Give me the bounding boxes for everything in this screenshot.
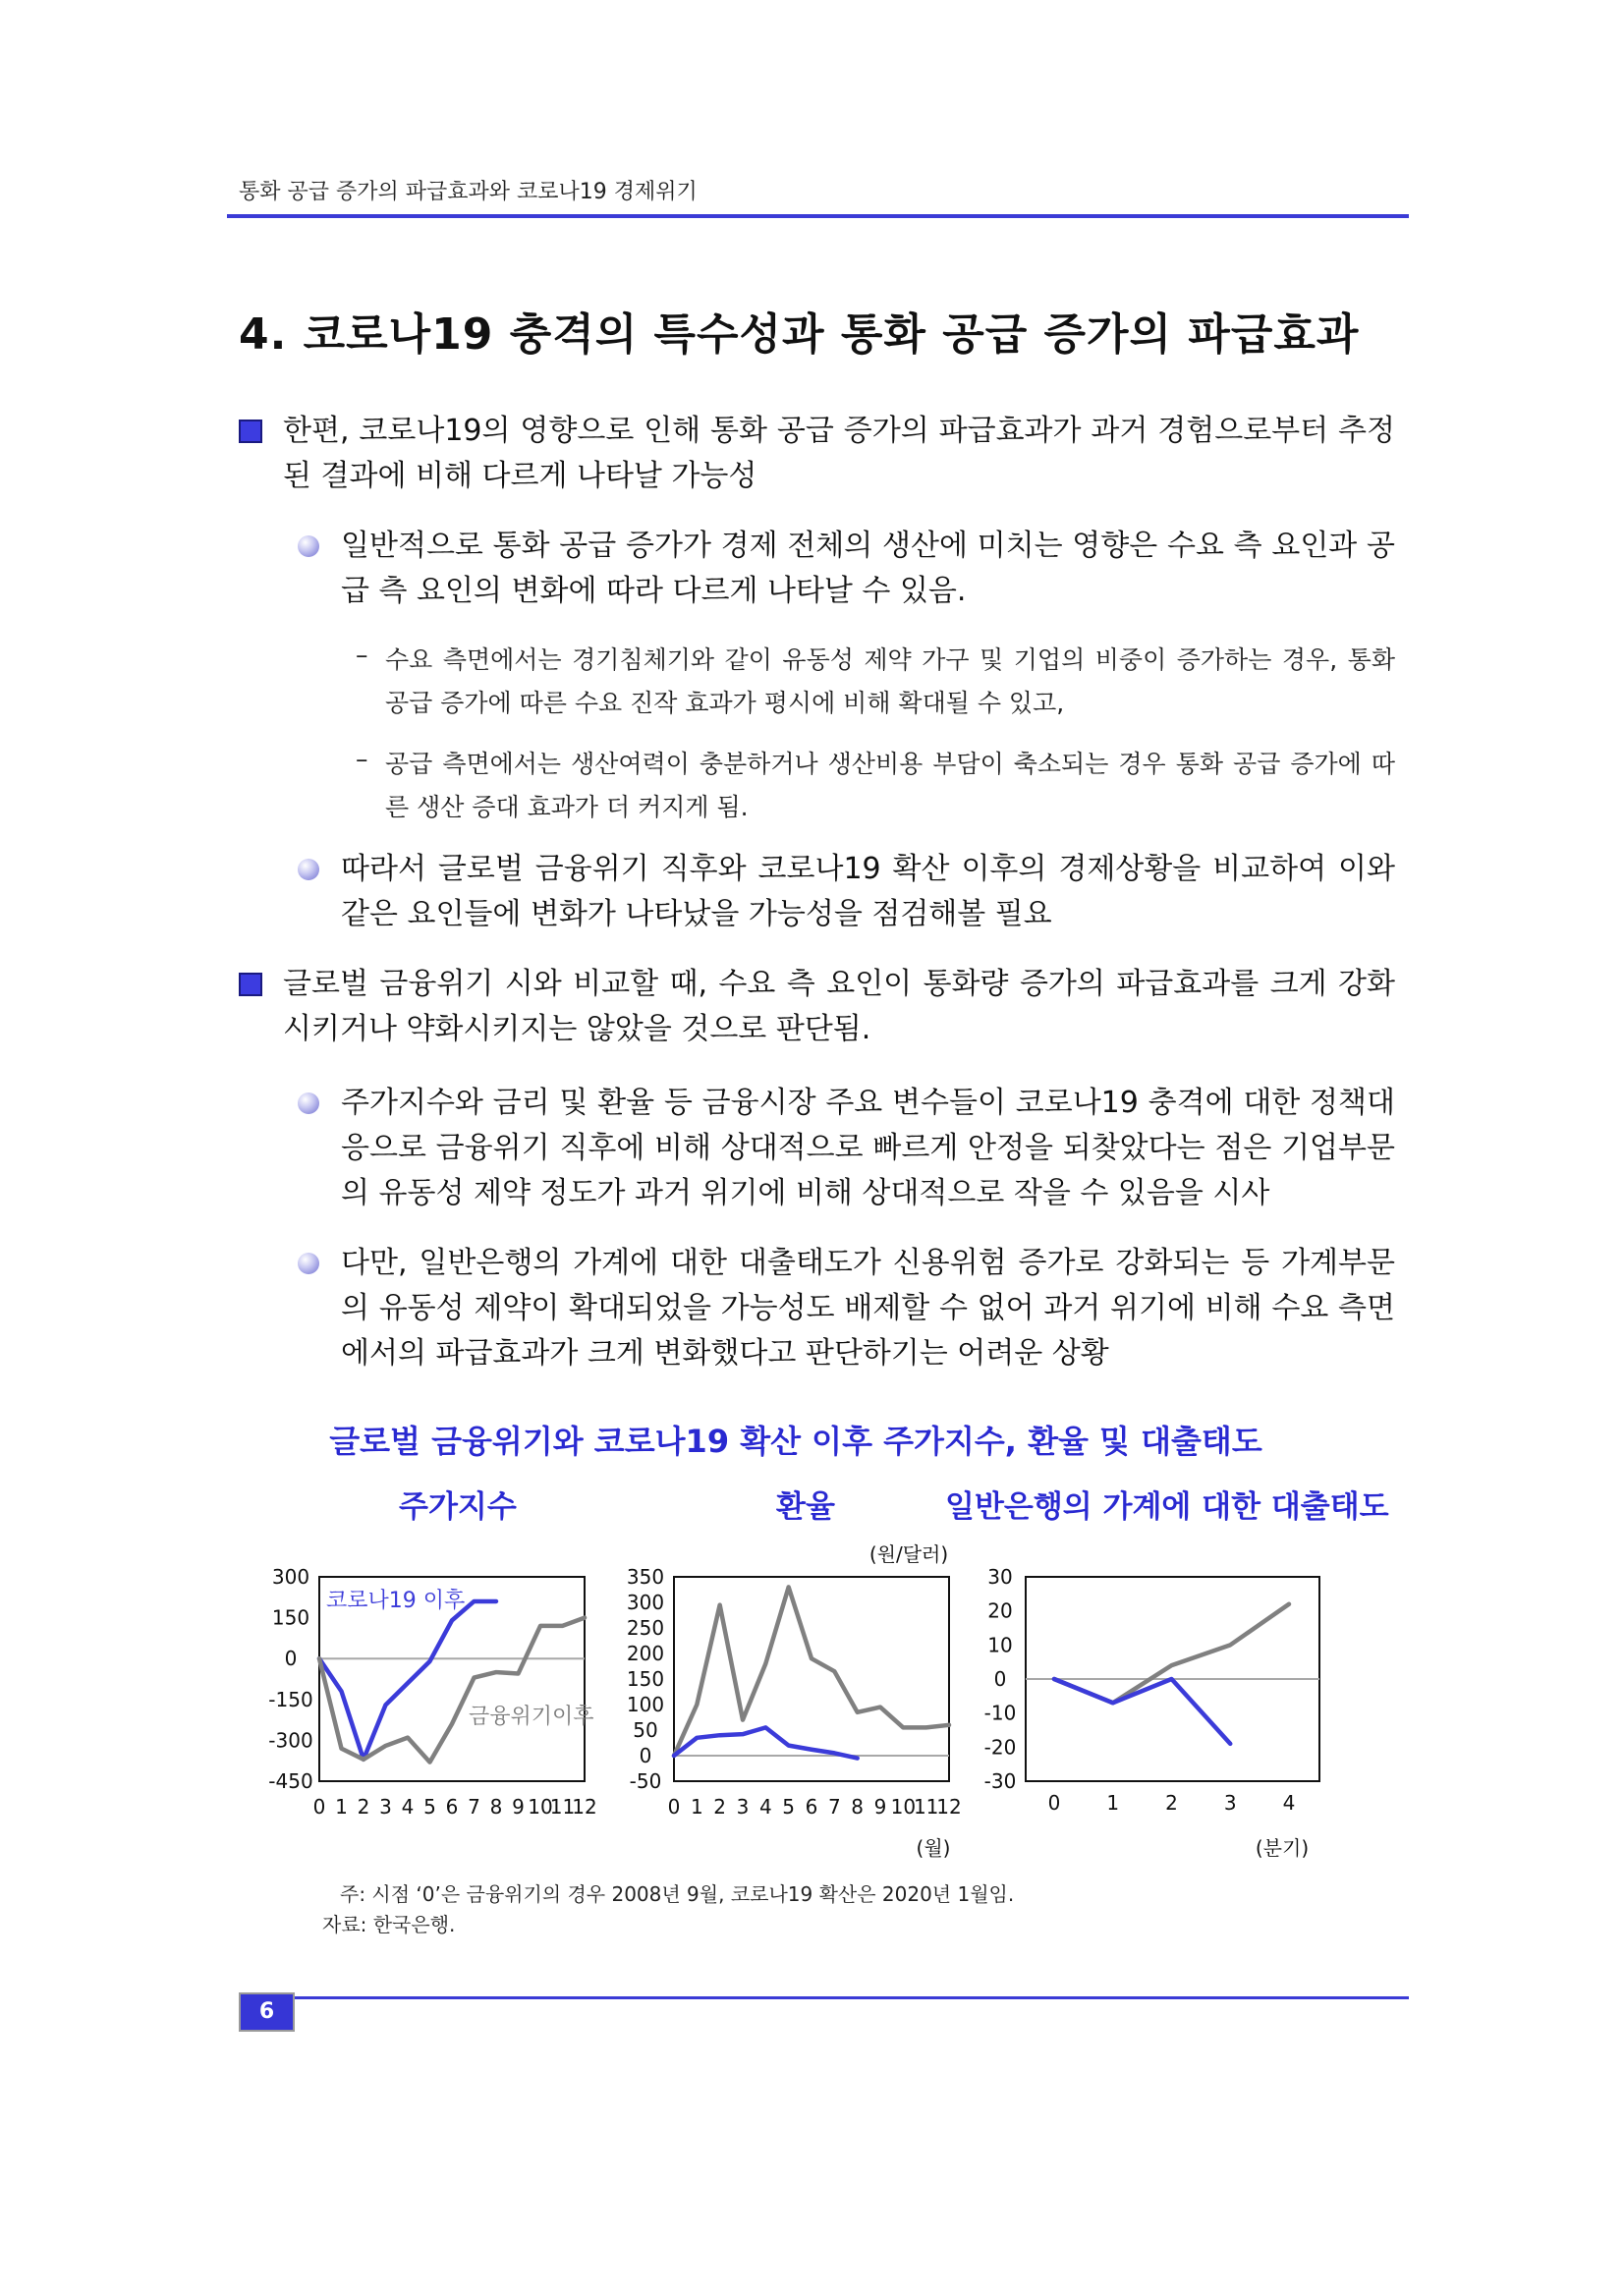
x-tick-label: 1 bbox=[1106, 1791, 1120, 1815]
x-tick-label: 2 bbox=[357, 1795, 370, 1819]
point-1-sub-1-text: 일반적으로 통화 공급 증가가 경제 전체의 생산에 미치는 영향은 수요 측 요인과 공급 측 요인의 변화에 따라 다르게 나타날 수 있음. bbox=[341, 529, 1395, 608]
x-tick-label: 2 bbox=[713, 1795, 727, 1819]
series-label-gfc: 금융위기이후 bbox=[469, 1705, 594, 1729]
x-tick-label: 6 bbox=[445, 1795, 459, 1819]
y-tick-label: 0 bbox=[993, 1667, 1007, 1691]
section-title: 4. 코로나19 충격의 특수성과 통화 공급 증가의 파급효과 bbox=[239, 309, 1360, 360]
x-tick-label: 1 bbox=[335, 1795, 348, 1819]
x-tick-label: 5 bbox=[782, 1795, 796, 1819]
y-tick-label: 250 bbox=[626, 1616, 665, 1640]
y-tick-label: 200 bbox=[626, 1642, 665, 1665]
y-tick-label: 0 bbox=[639, 1744, 652, 1767]
y-tick-label: -150 bbox=[268, 1687, 313, 1711]
x-tick-label: 2 bbox=[1165, 1791, 1178, 1815]
x-tick-label: 0 bbox=[312, 1795, 326, 1819]
x-tick-label: 0 bbox=[1047, 1791, 1061, 1815]
figure-source: 자료: 한국은행. bbox=[322, 1913, 456, 1936]
chart-1-title: 주가지수 bbox=[399, 1489, 517, 1525]
x-axis-label: (분기) bbox=[1255, 1836, 1310, 1860]
chart-stock-index bbox=[268, 1565, 596, 1819]
point-2-sub-1-text: 주가지수와 금리 및 환율 등 금융시장 주요 변수들이 코로나19 충격에 대한 정책대응으로 금융위기 직후에 비해 상대적으로 빠르게 안정을 되찾았다는 점은 기업부문의 유동성 제약 정도가 과거 위기에 비해 상대적으로 작을 수 있음을 시사 bbox=[341, 1086, 1395, 1210]
x-tick-label: 12 bbox=[572, 1795, 597, 1819]
y-tick-label: 350 bbox=[626, 1565, 665, 1589]
x-tick-label: 6 bbox=[805, 1795, 818, 1819]
x-tick-label: 11 bbox=[913, 1795, 939, 1819]
y-tick-label: 0 bbox=[284, 1647, 298, 1671]
y-tick-label: 150 bbox=[626, 1667, 665, 1691]
y-tick-label: 20 bbox=[987, 1598, 1013, 1623]
x-tick-label: 11 bbox=[549, 1795, 576, 1819]
y-tick-label: -50 bbox=[629, 1769, 662, 1793]
running-header: 통화 공급 증가의 파급효과와 코로나19 경제위기 bbox=[239, 180, 698, 204]
y-tick-label: 300 bbox=[626, 1591, 665, 1614]
x-tick-label: 4 bbox=[758, 1795, 772, 1819]
y-tick-label: -20 bbox=[983, 1735, 1017, 1760]
y-tick-label: 300 bbox=[271, 1565, 310, 1589]
y-axis-label: (원/달러) bbox=[868, 1542, 949, 1566]
x-tick-label: 3 bbox=[1223, 1791, 1237, 1815]
x-tick-label: 7 bbox=[827, 1795, 841, 1819]
point-1-dash-1-text: 수요 측면에서는 경기침체기와 같이 유동성 제약 가구 및 기업의 비중이 증가하는 경우, 통화 공급 증가에 따른 수요 진작 효과가 평시에 비해 확대될 수 있고, bbox=[385, 645, 1395, 717]
point-1-dash-2-text: 공급 측면에서는 생산여력이 충분하거나 생산비용 부담이 축소되는 경우 통화 공급 증가에 따른 생산 증대 효과가 더 커지게 됨. bbox=[385, 750, 1395, 821]
series-label-covid: 코로나19 이후 bbox=[326, 1589, 466, 1613]
y-tick-label: 150 bbox=[271, 1605, 310, 1630]
x-tick-label: 8 bbox=[489, 1795, 503, 1819]
chart-2-title: 환율 bbox=[776, 1489, 835, 1525]
x-tick-label: 7 bbox=[468, 1795, 480, 1819]
x-tick-label: 12 bbox=[936, 1795, 962, 1819]
point-1-sub-2-text: 따라서 글로벌 금융위기 직후와 코로나19 확산 이후의 경제상황을 비교하여 이와 같은 요인들에 변화가 나타났을 가능성을 점검해볼 필요 bbox=[341, 852, 1395, 931]
figure-title: 글로벌 금융위기와 코로나19 확산 이후 주가지수, 환율 및 대출태도 bbox=[329, 1423, 1262, 1460]
x-tick-label: 10 bbox=[528, 1795, 553, 1819]
y-tick-label: 100 bbox=[626, 1693, 665, 1716]
x-tick-label: 3 bbox=[379, 1795, 392, 1819]
point-2-sub-2-text: 다만, 일반은행의 가계에 대한 대출태도가 신용위험 증가로 강화되는 등 가계부문의 유동성 제약이 확대되었을 가능성도 배제할 수 없어 과거 위기에 비해 수요 측면에서의 파급효과가 크게 변화했다고 판단하기는 어려운 상황 bbox=[341, 1246, 1395, 1371]
point-2-text: 글로벌 금융위기 시와 비교할 때, 수요 측 요인이 통화량 증가의 파급효과를 크게 강화시키거나 약화시키지는 않았을 것으로 판단됨. bbox=[283, 967, 1395, 1046]
y-tick-label: -300 bbox=[268, 1728, 313, 1753]
y-tick-label: -10 bbox=[983, 1701, 1017, 1725]
chart-lending-attitude bbox=[984, 1565, 1319, 1860]
y-tick-label: 10 bbox=[987, 1633, 1013, 1657]
chart-3-title: 일반은행의 가계에 대한 대출태도 bbox=[945, 1489, 1389, 1525]
x-tick-label: 8 bbox=[851, 1795, 865, 1819]
page-number: 6 bbox=[239, 1992, 295, 2032]
x-tick-label: 1 bbox=[690, 1795, 703, 1819]
point-1-text: 한편, 코로나19의 영향으로 인해 통화 공급 증가의 파급효과가 과거 경험으로부터 추정된 결과에 비해 다르게 나타날 가능성 bbox=[283, 414, 1395, 493]
y-tick-label: -30 bbox=[983, 1769, 1017, 1793]
x-tick-label: 5 bbox=[423, 1795, 436, 1819]
figure-note: 주: 시점 ‘0’은 금융위기의 경우 2008년 9월, 코로나19 확산은 2020년 1월임. bbox=[340, 1882, 1015, 1906]
x-axis-label: (월) bbox=[916, 1836, 951, 1860]
y-tick-label: 30 bbox=[987, 1565, 1013, 1589]
dash-marker: – bbox=[356, 641, 368, 669]
x-tick-label: 4 bbox=[401, 1795, 415, 1819]
x-tick-label: 0 bbox=[667, 1795, 681, 1819]
footer-rule bbox=[295, 1996, 1409, 1999]
y-tick-label: 50 bbox=[633, 1718, 658, 1742]
x-tick-label: 3 bbox=[736, 1795, 750, 1819]
x-tick-label: 9 bbox=[873, 1795, 887, 1819]
x-tick-label: 4 bbox=[1282, 1791, 1296, 1815]
chart-exchange-rate bbox=[627, 1542, 962, 1860]
y-tick-label: -450 bbox=[268, 1769, 313, 1793]
x-tick-label: 9 bbox=[512, 1795, 525, 1819]
dash-marker: – bbox=[356, 745, 368, 773]
x-tick-label: 10 bbox=[890, 1795, 917, 1819]
